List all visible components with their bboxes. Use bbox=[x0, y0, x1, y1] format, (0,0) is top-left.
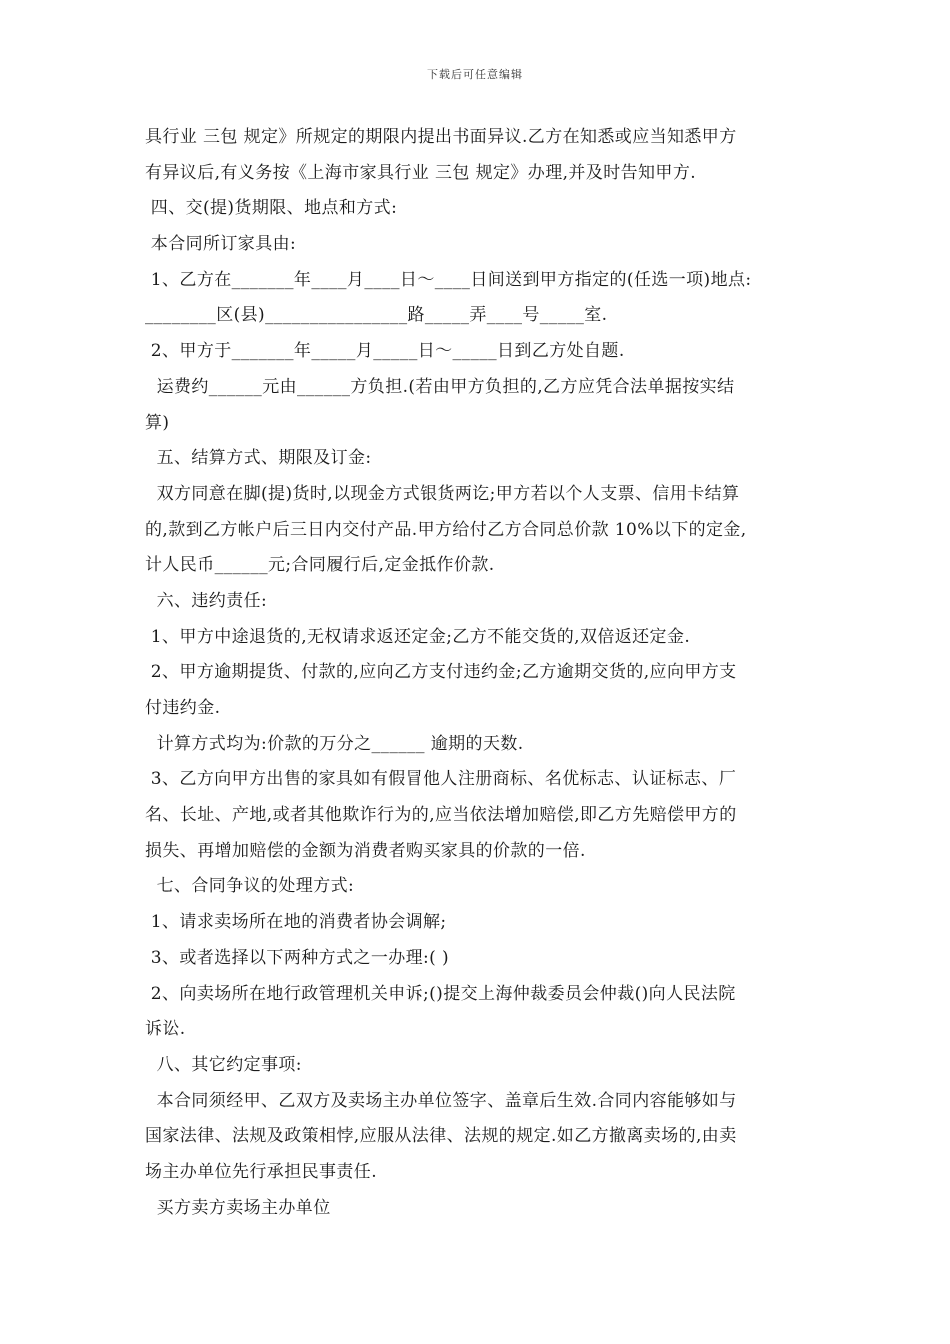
text-line: 2、甲方于_______年_____月_____日～_____日到乙方处自题. bbox=[145, 341, 625, 362]
text-line: 本合同所订家具由: bbox=[145, 234, 297, 255]
text-line: 双方同意在脚(提)货时,以现金方式银货两讫;甲方若以个人支票、信用卡结算 bbox=[145, 483, 740, 504]
text-line: 国家法律、法规及政策相悖,应服从法律、法规的规定.如乙方撤离卖场的,由卖 bbox=[145, 1126, 737, 1147]
section-heading-settlement: 五、结算方式、期限及订金: bbox=[145, 448, 372, 469]
text-line: 的,款到乙方帐户后三日内交付产品.甲方给付乙方合同总价款 10%以下的定金, bbox=[145, 519, 747, 540]
text-line: 运费约______元由______方负担.(若由甲方负担的,乙方应凭合法单据按实结 bbox=[145, 376, 735, 397]
text-line: 3、或者选择以下两种方式之一办理:( ) bbox=[145, 947, 450, 968]
text-line: 名、长址、产地,或者其他欺诈行为的,应当依法增加赔偿,即乙方先赔偿甲方的 bbox=[145, 805, 737, 826]
text-line: 计人民币______元;合同履行后,定金抵作价款. bbox=[145, 555, 495, 576]
text-line: 损失、再增加赔偿的金额为消费者购买家具的价款的一倍. bbox=[145, 840, 586, 861]
text-line: 计算方式均为:价款的万分之______ 逾期的天数. bbox=[145, 733, 524, 754]
text-line: 2、向卖场所在地行政管理机关申诉;()提交上海仲裁委员会仲裁()向人民法院 bbox=[145, 983, 736, 1004]
text-line: 具行业 三包 规定》所规定的期限内提出书面异议.乙方在知悉或应当知悉甲方 bbox=[145, 127, 737, 147]
section-heading-liability: 六、违约责任: bbox=[145, 590, 268, 611]
text-line: 算) bbox=[145, 412, 170, 433]
text-line: 付违约金. bbox=[145, 698, 221, 718]
signature-parties-line: 买方卖方卖场主办单位 bbox=[145, 1197, 331, 1218]
text-line: 1、甲方中途退货的,无权请求返还定金;乙方不能交货的,双倍返还定金. bbox=[145, 626, 691, 647]
text-line: 场主办单位先行承担民事责任. bbox=[145, 1161, 378, 1182]
text-line: 有异议后,有义务按《上海市家具行业 三包 规定》办理,并及时告知甲方. bbox=[145, 162, 697, 183]
text-line: 诉讼. bbox=[145, 1019, 186, 1040]
section-heading-delivery: 四、交(提)货期限、地点和方式: bbox=[145, 198, 398, 219]
text-line: 3、乙方向甲方出售的家具如有假冒他人注册商标、名优标志、认证标志、厂 bbox=[145, 769, 737, 790]
text-line: ________区(县)________________路_____弄____号_____室. bbox=[145, 305, 608, 326]
section-heading-disputes: 七、合同争议的处理方式: bbox=[145, 876, 355, 897]
text-line: 1、乙方在_______年____月____日～____日间送到甲方指定的(任选一项)地点: bbox=[145, 269, 752, 290]
page-header-note: 下载后可任意编辑 bbox=[427, 68, 523, 81]
text-line: 2、甲方逾期提货、付款的,应向乙方支付违约金;乙方逾期交货的,应向甲方支 bbox=[145, 662, 737, 683]
section-heading-other: 八、其它约定事项: bbox=[145, 1054, 302, 1075]
document-body bbox=[145, 120, 815, 1226]
text-line: 1、请求卖场所在地的消费者协会调解; bbox=[145, 912, 447, 933]
text-line: 本合同须经甲、乙双方及卖场主办单位签字、盖章后生效.合同内容能够如与 bbox=[145, 1090, 737, 1111]
